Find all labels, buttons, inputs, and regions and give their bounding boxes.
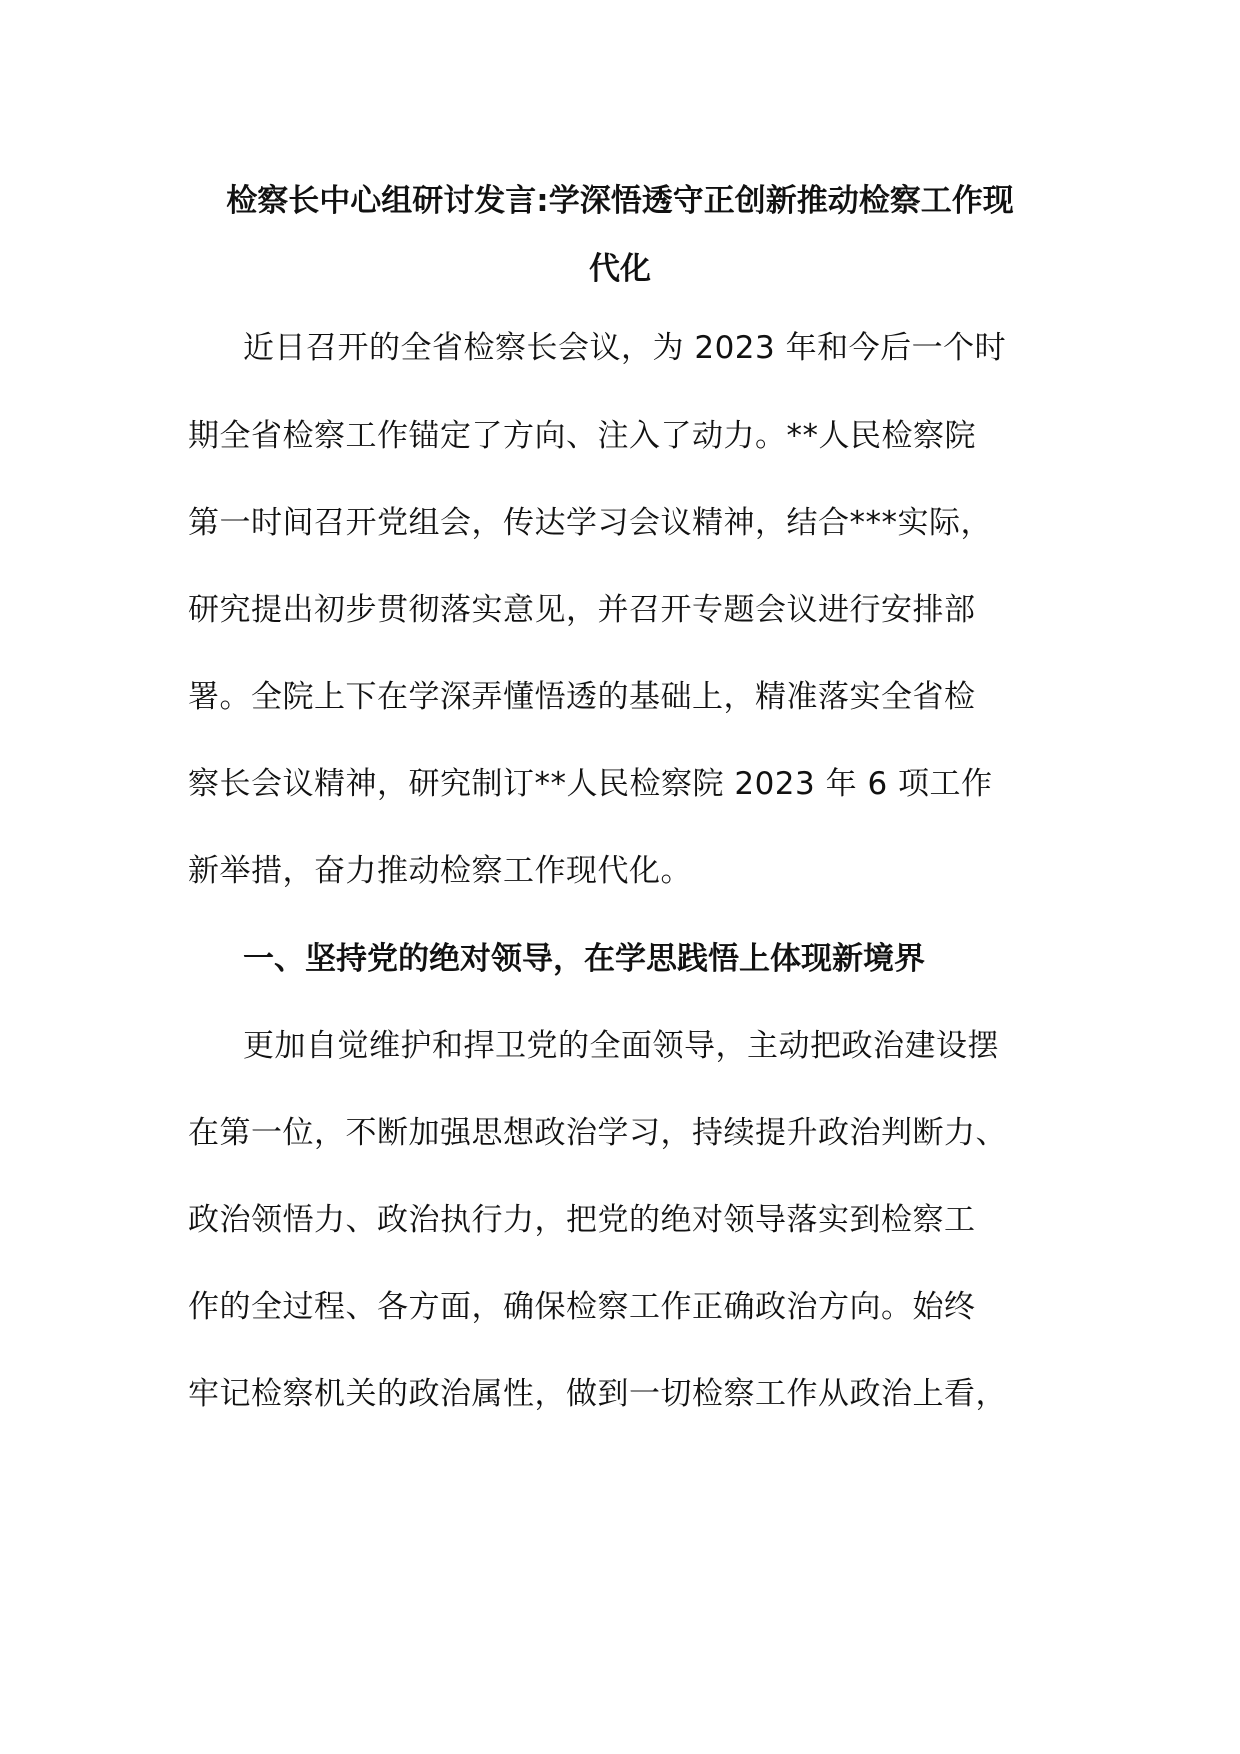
document-title-line-1: 检察长中心组研讨发言:学深悟透守正创新推动检察工作现 (226, 183, 1014, 219)
paragraph-2-line-5: 牢记检察机关的政治属性，做到一切检察工作从政治上看， (188, 1376, 1007, 1412)
paragraph-1-line-7: 新举措，奋力推动检察工作现代化。 (188, 853, 692, 889)
paragraph-1-line-4: 研究提出初步贯彻落实意见，并召开专题会议进行安排部 (188, 592, 976, 628)
paragraph-1-line-1: 近日召开的全省检察长会议，为 2023 年和今后一个时 (243, 330, 1007, 366)
paragraph-1-line-3: 第一时间召开党组会，传达学习会议精神，结合***实际， (188, 505, 992, 541)
paragraph-1-line-2: 期全省检察工作锚定了方向、注入了动力。**人民检察院 (188, 418, 976, 454)
document-title-line-2: 代化 (589, 251, 651, 287)
paragraph-2-line-2: 在第一位，不断加强思想政治学习，持续提升政治判断力、 (188, 1115, 1007, 1151)
paragraph-2-line-3: 政治领悟力、政治执行力，把党的绝对领导落实到检察工 (188, 1202, 976, 1238)
paragraph-2-line-1: 更加自觉维护和捍卫党的全面领导，主动把政治建设摆 (243, 1028, 999, 1064)
paragraph-2-line-4: 作的全过程、各方面，确保检察工作正确政治方向。始终 (188, 1289, 976, 1325)
paragraph-1-line-6: 察长会议精神，研究制订**人民检察院 2023 年 6 项工作 (188, 766, 993, 802)
section-heading-1: 一、坚持党的绝对领导，在学思践悟上体现新境界 (243, 941, 925, 977)
paragraph-1-line-5: 署。全院上下在学深弄懂悟透的基础上，精准落实全省检 (188, 679, 976, 715)
